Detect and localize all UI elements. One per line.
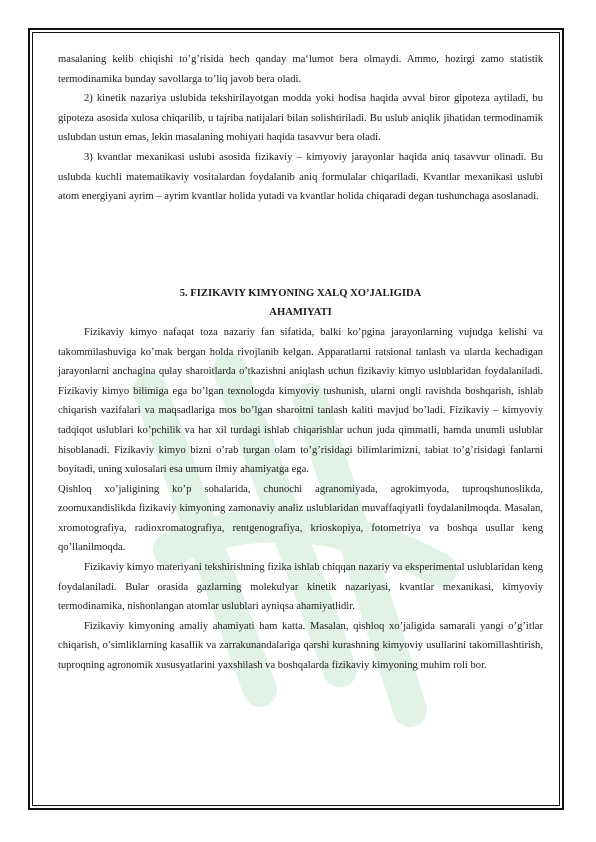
paragraph: masalaning kelib chiqishi to’g’risida hech qanday ma‘lumot bera olmaydi. Ammo, hozirgi zamo statistik termodinamika bunday savollarga to’liq javob bera oladi. <box>58 54 543 85</box>
paragraph: Fizikaviy kimyo materiyani tekshirishning fizika ishlab chiqqan nazariy va eksperimental uslublaridan keng foydalaniladi. Bular orasida gazlarning molekulyar kinetik nazariyasi, kvantlar mexanikasi, kimyoviy termodinamika, nishonlangan atomlar uslublari ayniqsa ahamiyatlidir. <box>58 562 543 613</box>
section-heading-line2: AHAMIYATI <box>269 307 332 319</box>
paragraph: Qishloq xo’jaligining ko’p sohalarida, chunochi agranomiyada, agrokimyoda, tuproqshunoslikda, zoomuxandislikda fizikaviy kimyoning zamonaviy analiz uslublaridan muvaffaqiyatli foydalanilmoqda. Masalan, xromotografiya, radioxromatografiya, rentgenografiya, krioskopiya, fotometriya va boshqa usullar keng qo’llanilmoqda. <box>58 483 543 554</box>
paragraph: 3) kvantlar mexanikasi uslubi asosida fizikaviy – kimyoviy jarayonlar haqida aniq tasavvur olinadi. Bu uslubda kuchli matematikaviy vositalardan foydalanib aniq formulalar chiqariladi. Kvantlar mexanikasi uslubi atom energiyani ayrim – ayrim kvantlar holida yutadi va kvantlar holida chiqaradi degan tushunchaga asoslanadi. <box>58 151 543 203</box>
section-heading-line1: 5. FIZIKAVIY KIMYONING XALQ XO’JALIGIDA <box>179 287 422 299</box>
paragraph: 2) kinetik nazariya uslubida tekshirilayotgan modda yoki hodisa haqida avval biror gipoteza aytiladi, bu gipoteza asosida xulosa chiqarilib, u tajriba natijalari bilan solishtiriladi. Bu uslub aniqlik jihatidan termodinamik uslubdan ustun emas, lekin masalaning mohiyati haqida tasavvur bera oladi. <box>58 93 543 144</box>
paragraph: Fizikaviy kimyo nafaqat toza nazariy fan sifatida, balki ko’pgina jarayonlarning vujudga kelishi va takommilashuviga ko’mak bergan holda rivojlanib kelgan. Apparatlarni ratsional tanlash va ularda kechadigan jarayonlarni anchagina qulay sharoitlarda o’tkazishni aniqlash uchun fizikaviy kimyo uslublaridan foydalaniladi. Fizikaviy kimyo bilimiga ega bo’lgan texnologda kimyoviy tushunish, ularni ongli ravishda boshqarish, ishlab chiqarish vazifalari va maqsadlariga mos bo’lgan sharoitni tanlash kaliti mavjud bo’ladi. Fizikaviy – kimyoviy tadqiqot uslublari ko’pchilik va har xil turdagi ishlab chiqarishlar uchun juda qimmatli, hamda unumli uslublar hisoblanadi. Fizikaviy kimyo bizni o’rab turgan olam to’g’risidagi bilimlarimizni, tabiat to’g’risidagi fanlarni boyitadi, uning xulosalari esa umum ilmiy ahamiyatga ega. <box>58 326 543 476</box>
paragraph: Fizikaviy kimyoning amaliy ahamiyati ham katta. Masalan, qishloq xo’jaligida samarali yangi o’g’itlar chiqarish, o’simliklarning kasallik va zarrakunandalariga qarshi kurashning kimyoviy usullarini takomillashtirish, tuproqning agronomik xususyatlarini yaxshilash va boshqalarda fizikaviy kimyoning muhim roli bor. <box>58 620 543 672</box>
document-body <box>58 50 543 676</box>
